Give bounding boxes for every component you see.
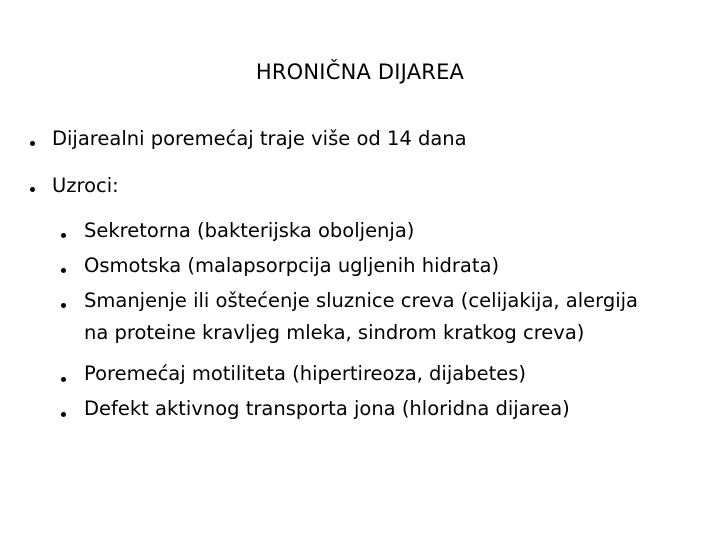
subbullet-item: Sekretorna (bakterijska oboljenja): [84, 219, 415, 242]
bullet-dot: [30, 187, 35, 192]
subbullet-dot: [61, 303, 66, 308]
slide-title: [0, 60, 720, 84]
subbullet-dot: [61, 233, 66, 238]
bullet-dot: [30, 141, 35, 146]
subbullet-dot: [61, 268, 66, 273]
slide-title-text: HRONIČNA DIJAREA: [255, 60, 465, 84]
subbullet-item: Osmotska (malapsorpcija ugljenih hidrata): [84, 254, 500, 277]
subbullet-item-line1: Smanjenje ili oštećenje sluznice creva (celijakija, alergija: [84, 289, 639, 312]
bullet-item: Dijarealni poremećaj traje više od 14 dana: [52, 127, 467, 150]
subbullet-item: Defekt aktivnog transporta jona (hloridna dijarea): [84, 397, 570, 420]
subbullet-dot: [61, 377, 66, 382]
subbullet-item: Poremećaj motiliteta (hipertireoza, dijabetes): [84, 362, 527, 385]
subbullet-dot: [61, 412, 66, 417]
bullet-item: Uzroci:: [52, 174, 119, 197]
subbullet-item-line2: na proteine kravljeg mleka, sindrom kratkog creva): [84, 321, 585, 344]
